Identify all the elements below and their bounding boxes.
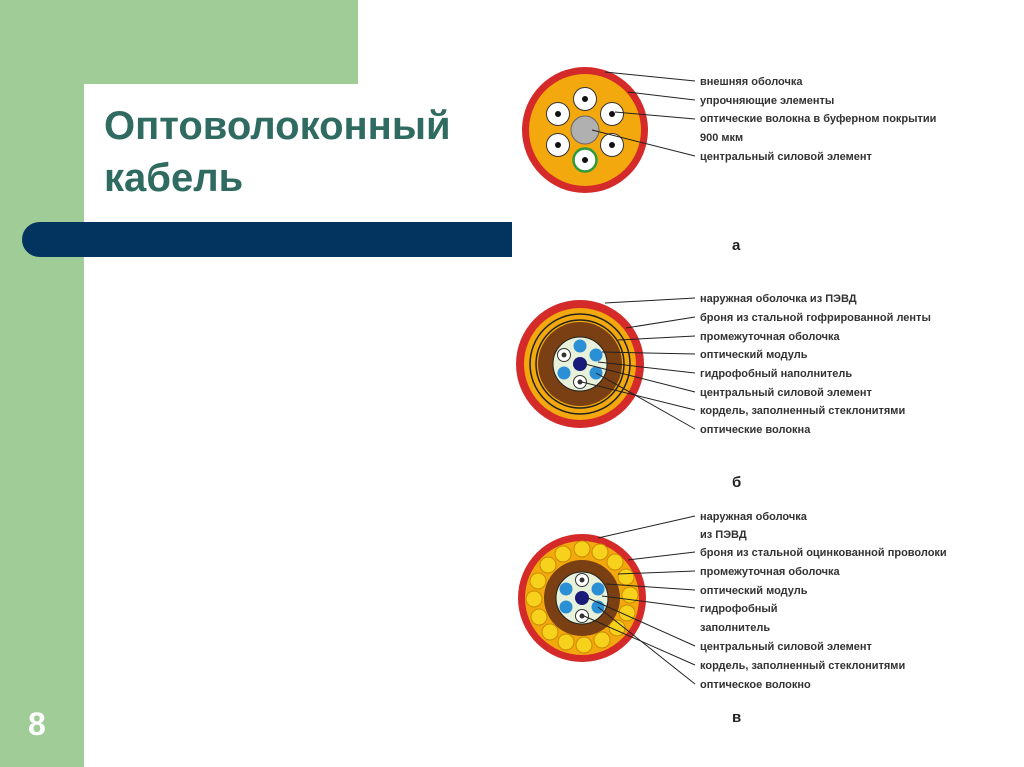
label-b-7: кордель, заполненный стеклонитями (700, 405, 906, 417)
caption-b: б (732, 474, 742, 491)
label-v-7: заполнитель (700, 622, 771, 634)
label-b-1: наружная оболочка из ПЭВД (700, 293, 857, 305)
label-v-2: из ПЭВД (700, 529, 747, 541)
central-strength-member-v (575, 591, 589, 605)
label-a-2: упрочняющие элементы (700, 95, 835, 107)
cable-cross-section-b (516, 300, 644, 428)
label-b-8: оптические волокна (700, 424, 811, 436)
label-b-2: броня из стальной гофрированной ленты (700, 312, 931, 324)
label-v-5: оптический модуль (700, 585, 808, 597)
label-b-6: центральный силовой элемент (700, 387, 872, 399)
label-b-3: промежуточная оболочка (700, 331, 840, 343)
label-a-1: внешняя оболочка (700, 76, 803, 88)
caption-v: в (732, 709, 742, 726)
cable-cross-section-v (518, 534, 646, 662)
label-a-3: оптические волокна в буферном покрытии (700, 113, 937, 125)
label-v-6: гидрофобный (700, 603, 778, 615)
label-v-1: наружная оболочка (700, 511, 807, 523)
label-v-10: оптическое волокно (700, 679, 811, 691)
central-strength-member-a (571, 116, 599, 144)
label-a-4: 900 мкм (700, 132, 744, 144)
label-b-5: гидрофобный наполнитель (700, 368, 853, 380)
central-strength-member-b (573, 357, 587, 371)
title-line-2: кабель (104, 156, 244, 200)
cable-cross-section-a (522, 67, 648, 193)
label-v-8: центральный силовой элемент (700, 641, 872, 653)
title-line-1: Оптоволоконный (104, 104, 451, 148)
caption-a: а (732, 237, 741, 254)
label-b-4: оптический модуль (700, 349, 808, 361)
label-v-9: кордель, заполненный стеклонитями (700, 660, 906, 672)
label-v-3: броня из стальной оцинкованной проволоки (700, 547, 947, 559)
page-number: 8 (28, 706, 46, 742)
label-a-5: центральный силовой элемент (700, 151, 872, 163)
label-v-4: промежуточная оболочка (700, 566, 840, 578)
